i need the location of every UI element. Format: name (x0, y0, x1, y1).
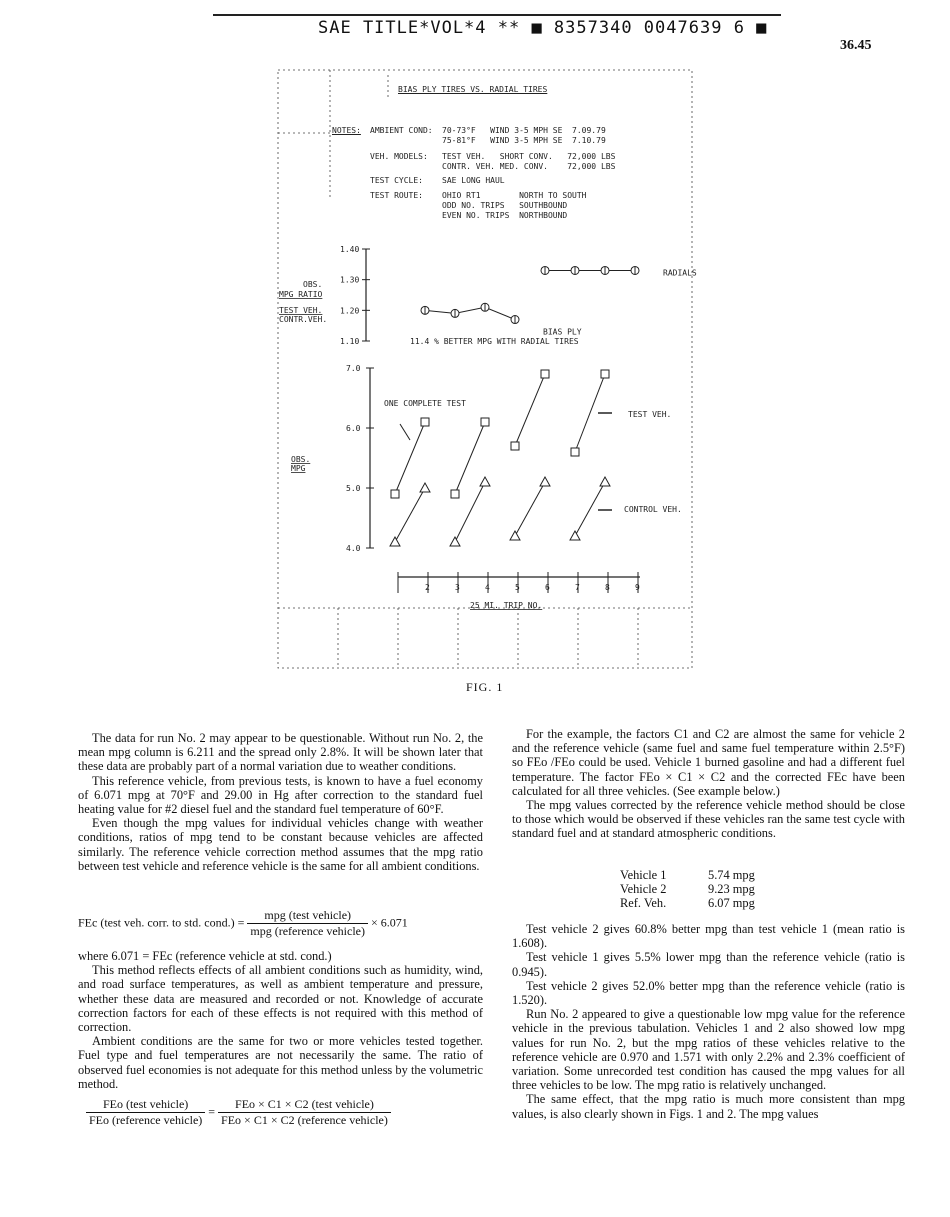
cycle-label: TEST CYCLE: (370, 176, 423, 185)
ratio-ylabel: MPG RATIO (279, 290, 323, 299)
paragraph: Test vehicle 2 gives 52.0% better mpg than the reference vehicle (ratio is 1.520). (512, 978, 905, 1008)
left-column (78, 731, 483, 873)
ratio-ylabel: CONTR.VEH. (279, 315, 328, 324)
test-veh-point (601, 370, 609, 378)
annotation-arrow (400, 424, 410, 440)
route-line-3: EVEN NO. TRIPS NORTHBOUND (442, 211, 568, 220)
test-veh-point (391, 490, 399, 498)
vehicle-mpg-table (620, 868, 755, 911)
figure-title: BIAS PLY TIRES VS. RADIAL TIRES (398, 85, 548, 94)
control-veh-point (450, 537, 460, 546)
figure-caption: FIG. 1 (466, 680, 504, 694)
mpg-tick-label: 5.0 (346, 484, 361, 493)
ratio-series-label: BIAS PLY (543, 327, 582, 337)
paragraph: Test vehicle 1 gives 5.5% lower mpg than the reference vehicle (ratio is 0.945). (512, 950, 905, 979)
paragraph: Ambient conditions are the same for two or more vehicles tested together. Fuel type and fuel temperatures are not necessarily the same. The ratio of observed fuel economies is not adequate for this method unless by the volumetric method. (78, 1034, 483, 1091)
eq2-denominator-left: FEo (reference vehicle) (89, 1113, 203, 1127)
ratio-ylabel: TEST VEH. (279, 306, 323, 315)
mpg-segment (515, 482, 545, 536)
test-veh-point (511, 442, 519, 450)
notes-label: NOTES: (332, 126, 361, 135)
control-veh-point (420, 483, 430, 492)
route-line-1: OHIO RT1 NORTH TO SOUTH (442, 191, 587, 200)
control-veh-point (480, 477, 490, 486)
ratio-ylabel: OBS. (303, 280, 323, 289)
eq1-numerator: mpg (test vehicle) (247, 908, 368, 924)
page-number: 36.45 (840, 38, 872, 53)
table-row: Ref. Veh. 6.07 mpg (620, 896, 755, 911)
mpg-segment (575, 482, 605, 536)
ambient-line-1: 70-73°F WIND 3-5 MPH SE 7.09.79 (442, 126, 606, 135)
test-veh-point (481, 418, 489, 426)
mpg-x-tick-label: 9 (635, 583, 640, 592)
veh-line-1: TEST VEH. SHORT CONV. 72,000 LBS (442, 152, 616, 161)
ratio-tick-label: 1.10 (340, 337, 360, 346)
mpg-annotation: CONTROL VEH. (624, 505, 682, 514)
paragraph: where 6.071 = FEc (reference vehicle at std. cond.) (78, 949, 332, 963)
right-column (512, 727, 905, 841)
paragraph: This reference vehicle, from previous tests, is known to have a fuel economy of 6.071 mpg at 70°F and 29.00 in Hg after correction to the standard fuel heating value for #2 diesel fuel and the standard fuel temperature of 60°F. (78, 773, 483, 817)
mpg-segment (515, 374, 545, 446)
mpg-x-tick-label: 8 (605, 583, 610, 592)
control-veh-point (510, 531, 520, 540)
right-column-2 (512, 922, 905, 1121)
ratio-annotation: 11.4 % BETTER MPG WITH RADIAL TIRES (410, 337, 579, 346)
equation-2: $\frac{\text{FEo (test vehicle)}}{\text{FEo (reference vehicle)}}$ = $\frac{\text{FEo × C1 × C2 (test vehicle)}}{\text{FEo × C1 × C2 (reference vehicle)}}$ (86, 1097, 391, 1128)
mpg-x-tick-label: 4 (485, 583, 490, 592)
paragraph: The data for run No. 2 may appear to be questionable. Without run No. 2, the mean mpg column is 6.211 and the spread only 2.8%. It will be shown later that these data are probably part of a normal variation due to weather conditions. (78, 731, 483, 774)
paragraph: For the example, the factors C1 and C2 are almost the same for vehicle 2 and the reference vehicle (same fuel and same fuel temperature within 2.5°F) so FEo /FEo could be used. Vehicle 1 burned gasoline and had a different fuel temperature. The factor FEo × C1 × C2 and the corrected FEc have been calculated for all three vehicles. (See example below.) (512, 727, 905, 798)
ambient-line-2: 75-81°F WIND 3-5 MPH SE 7.10.79 (442, 136, 606, 145)
mpg-ylabel: OBS. (291, 455, 311, 464)
test-veh-point (421, 418, 429, 426)
ambient-label: AMBIENT COND: (370, 126, 433, 135)
paragraph: Test vehicle 2 gives 60.8% better mpg than test vehicle 1 (mean ratio is 1.608). (512, 922, 905, 951)
mpg-x-tick-label: 2 (425, 583, 430, 592)
ratio-series-line (425, 307, 515, 319)
paragraph: The mpg values corrected by the reference vehicle method should be close to those which would be observed if these vehicles ran the same test cycle with standard fuel and at standard atmospheric conditions. (512, 798, 905, 841)
table-row: Vehicle 2 9.23 mpg (620, 882, 755, 897)
mpg-x-tick-label: 7 (575, 583, 580, 592)
mpg-tick-label: 7.0 (346, 364, 361, 373)
veh-line-2: CONTR. VEH. MED. CONV. 72,000 LBS (442, 162, 616, 171)
header-code: SAE TITLE*VOL*4 ** ■ 8357340 0047639 6 ■ (318, 18, 768, 38)
paragraph: This method reflects effects of all ambient conditions such as humidity, wind, and road surface temperatures, as well as ambient temperature and pressure, whether these data are measured and recorded or not. Knowledge of accurate correction factors for each of these effects is not required with this method of correction. (78, 963, 483, 1035)
control-veh-point (600, 477, 610, 486)
test-veh-point (451, 490, 459, 498)
mpg-xlabel: 25 MI. TRIP NO. (470, 601, 543, 610)
paragraph: The same effect, that the mpg ratio is much more consistent than mpg values, is also clearly shown in Figs. 1 and 2. The mpg values (512, 1092, 905, 1121)
veh-label: VEH. MODELS: (370, 152, 428, 161)
eq1-lhs: FEc (test veh. corr. to std. cond.) = (78, 915, 245, 930)
cycle-value: SAE LONG HAUL (442, 176, 505, 185)
control-veh-point (570, 531, 580, 540)
ratio-series-label: RADIALS (663, 268, 697, 278)
ratio-tick-label: 1.30 (340, 275, 360, 285)
eq2-numerator-left: FEo (test vehicle) (86, 1097, 205, 1113)
paragraph: Run No. 2 appeared to give a questionable low mpg value for the reference vehicle in the previous tabulation. Vehicles 1 and 2 also showed low mpg values for run No. 2, but the mpg ratios of these vehicles relative to the reference vehicle are 0.970 and 1.571 with only 2.2% and 2.3% coefficient of variation. Some unrecorded test condition has caused the mpg values for all three vehicles to be low. The mpg ratio is relatively unchanged. (512, 1007, 905, 1093)
mpg-tick-label: 4.0 (346, 544, 361, 553)
eq1-denominator: mpg (reference vehicle) (250, 924, 365, 938)
eq1-tail: × 6.071 (371, 915, 408, 930)
route-label: TEST ROUTE: (370, 191, 423, 200)
mpg-x-tick-label: 5 (515, 583, 520, 592)
route-line-2: ODD NO. TRIPS SOUTHBOUND (442, 201, 568, 210)
paragraph: Even though the mpg values for individual vehicles change with weather conditions, ratios of mpg tend to be constant because vehicles are affected similarly. The reference vehicle correction method assumes that the mpg ratio between test vehicle and reference vehicle is the same for all ambient conditions. (78, 816, 483, 873)
control-veh-point (540, 477, 550, 486)
test-veh-point (541, 370, 549, 378)
mpg-segment (455, 422, 485, 494)
eq2-numerator-right: FEo × C1 × C2 (test vehicle) (218, 1097, 391, 1113)
ratio-tick-label: 1.40 (340, 245, 360, 254)
equation-1 (78, 908, 408, 939)
mpg-ylabel: MPG (291, 464, 306, 473)
eq2-denominator-right: FEo × C1 × C2 (reference vehicle) (221, 1113, 388, 1127)
ratio-tick-label: 1.20 (340, 306, 360, 316)
mpg-x-tick-label: 3 (455, 583, 460, 592)
table-row: Vehicle 1 5.74 mpg (620, 868, 755, 882)
test-veh-point (571, 448, 579, 456)
left-column-2 (78, 949, 483, 1091)
mpg-annotation: TEST VEH. (628, 410, 672, 419)
mpg-segment (395, 422, 425, 494)
mpg-x-tick-label: 6 (545, 583, 550, 592)
control-veh-point (390, 537, 400, 546)
mpg-annotation: ONE COMPLETE TEST (384, 399, 466, 408)
mpg-tick-label: 6.0 (346, 424, 361, 433)
